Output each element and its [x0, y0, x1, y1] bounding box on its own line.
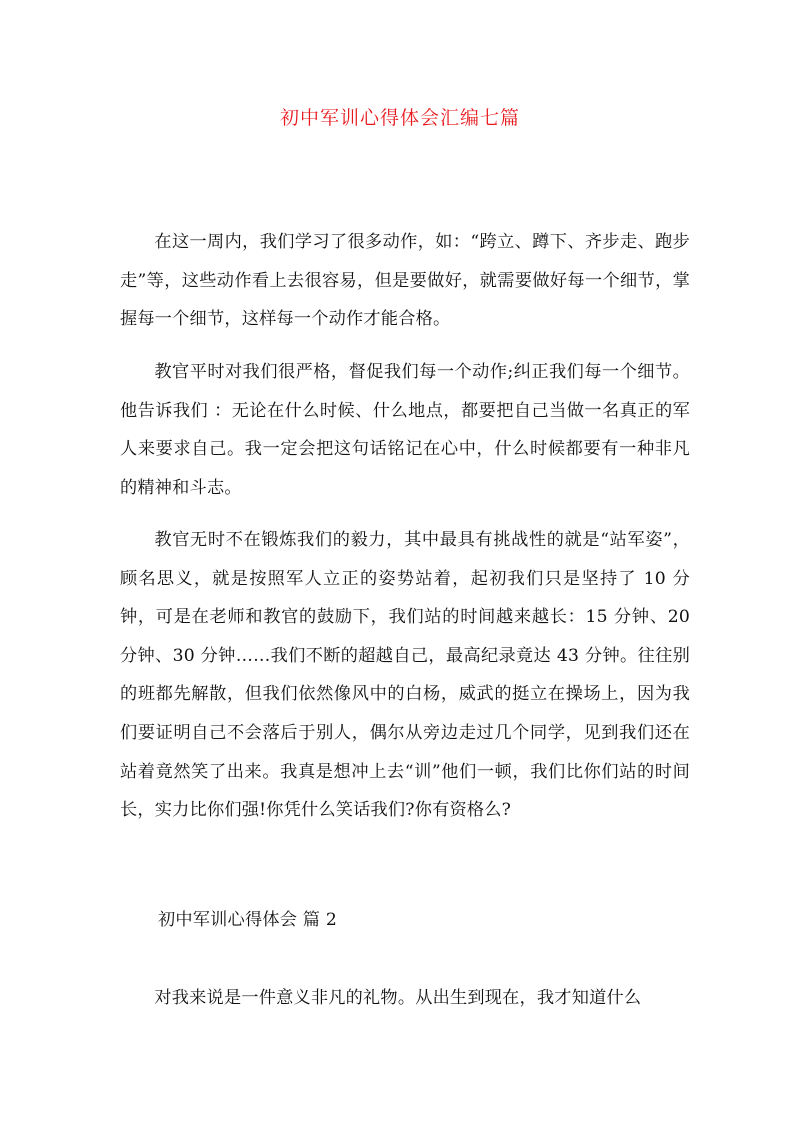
body-paragraph-3: 教官无时不在锻炼我们的毅力，其中最具有挑战性的就是“站军姿”，顾名思义，就是按照军人立正的姿势站着，起初我们只是坚持了 10 分钟，可是在老师和教官的鼓励下，我们站的时间越来越长：15 分钟、20 分钟、30 分钟……我们不断的超越自己，最高纪录竟达 43 分钟。往往别的班都先解散，但我们依然像风中的白杨，威武的挺立在操场上，因为我们要证明自己不会落后于别人，偶尔从旁边走过几个同学，见到我们还在站着竟然笑了出来。我真是想冲上去“训”他们一顿，我们比你们站的时间长，实力比你们强!你凭什么笑话我们?你有资格么?: [120, 530, 690, 821]
section-paragraph: 对我来说是一件意义非凡的礼物。从出生到现在，我才知道什么: [154, 988, 642, 1008]
body-paragraph-1: 在这一周内，我们学习了很多动作，如：“跨立、蹲下、齐步走、跑步走”等，这些动作看上去很容易，但是要做好，就需要做好每一个细节，掌握每一个细节，这样每一个动作才能合格。: [120, 232, 690, 330]
body-paragraph-2: 教官平时对我们很严格，督促我们每一个动作;纠正我们每一个细节。他告诉我们 ：无论在什么时候、什么地点，都要把自己当做一名真正的军人来要求自己。我一定会把这句话铭记在心中，什么时候都要有一种非凡的精神和斗志。: [120, 362, 690, 498]
document-title: 初中军训心得体会汇编七篇: [279, 107, 520, 129]
section-heading: 初中军训心得体会 篇 2: [158, 910, 337, 930]
